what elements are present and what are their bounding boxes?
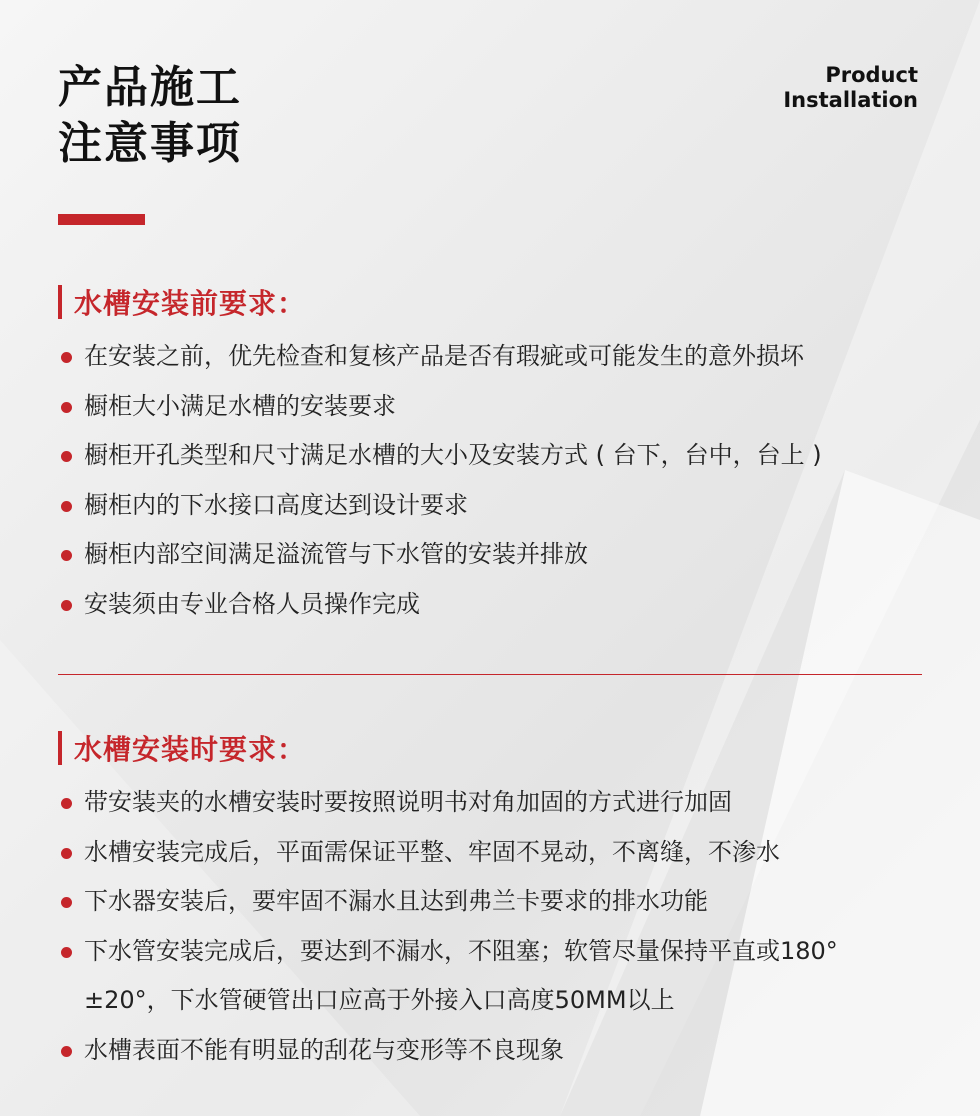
- section-before-install: [58, 282, 922, 629]
- section-heading: [58, 282, 922, 322]
- bullet-dot-icon: [61, 451, 72, 462]
- page-title-line-2: 注意事项: [58, 118, 242, 169]
- heading-accent-bar: [58, 731, 62, 765]
- list-item: [58, 927, 922, 1026]
- list-item: [58, 332, 922, 382]
- list-item-text: 下水管安装完成后，要达到不漏水，不阻塞；软管尽量保持平直或180°±20°，下水管硬管出口应高于外接入口高度50MM以上: [84, 936, 838, 1014]
- bullet-dot-icon: [61, 848, 72, 859]
- list-item: [58, 382, 922, 432]
- page-title: [58, 60, 242, 172]
- heading-accent-bar: [58, 285, 62, 319]
- bullet-dot-icon: [61, 501, 72, 512]
- list-item-text: 水槽表面不能有明显的刮花与变形等不良现象: [84, 1035, 564, 1064]
- list-item-text: 下水器安装后，要牢固不漏水且达到弗兰卡要求的排水功能: [84, 887, 708, 915]
- list-item-text: 安装须由专业合格人员操作完成: [84, 589, 420, 618]
- list-item: [58, 877, 922, 927]
- list-item-text: 带安装夹的水槽安装时要按照说明书对角加固的方式进行加固: [84, 788, 732, 816]
- section-heading: [58, 728, 922, 768]
- bullet-dot-icon: [61, 600, 72, 611]
- list-item: [58, 828, 922, 878]
- bullet-dot-icon: [61, 1046, 72, 1057]
- list-item-text: 橱柜内部空间满足溢流管与下水管的安装并排放: [84, 540, 588, 568]
- requirement-list: [58, 332, 922, 629]
- list-item-text: 橱柜内的下水接口高度达到设计要求: [84, 490, 468, 519]
- list-item-text: 在安装之前，优先检查和复核产品是否有瑕疵或可能发生的意外损坏: [84, 342, 804, 370]
- page-title-line-1: 产品施工: [58, 62, 242, 113]
- list-item-text: 橱柜开孔类型和尺寸满足水槽的大小及安装方式 ( 台下，台中，台上 ): [84, 441, 822, 469]
- requirement-list: [58, 778, 922, 1075]
- list-item: [58, 431, 922, 481]
- section-heading-text: 水槽安装时要求：: [74, 733, 307, 766]
- page-subtitle-line-1: Product: [825, 63, 918, 87]
- section-divider: [58, 674, 922, 675]
- list-item-text: 水槽安装完成后，平面需保证平整、牢固不晃动，不离缝，不渗水: [84, 837, 780, 866]
- bullet-dot-icon: [61, 352, 72, 363]
- list-item: [58, 778, 922, 828]
- bullet-dot-icon: [61, 550, 72, 561]
- page-subtitle-line-2: Installation: [783, 88, 918, 112]
- list-item-text: 橱柜大小满足水槽的安装要求: [84, 391, 396, 420]
- list-item: [58, 1026, 922, 1076]
- section-heading-text: 水槽安装前要求：: [74, 287, 307, 320]
- page-subtitle: [783, 63, 918, 113]
- section-during-install: [58, 728, 922, 1075]
- list-item: [58, 580, 922, 630]
- bullet-dot-icon: [61, 402, 72, 413]
- bullet-dot-icon: [61, 798, 72, 809]
- bullet-dot-icon: [61, 897, 72, 908]
- title-accent-bar: [58, 214, 145, 225]
- list-item: [58, 481, 922, 531]
- list-item: [58, 530, 922, 580]
- bullet-dot-icon: [61, 947, 72, 958]
